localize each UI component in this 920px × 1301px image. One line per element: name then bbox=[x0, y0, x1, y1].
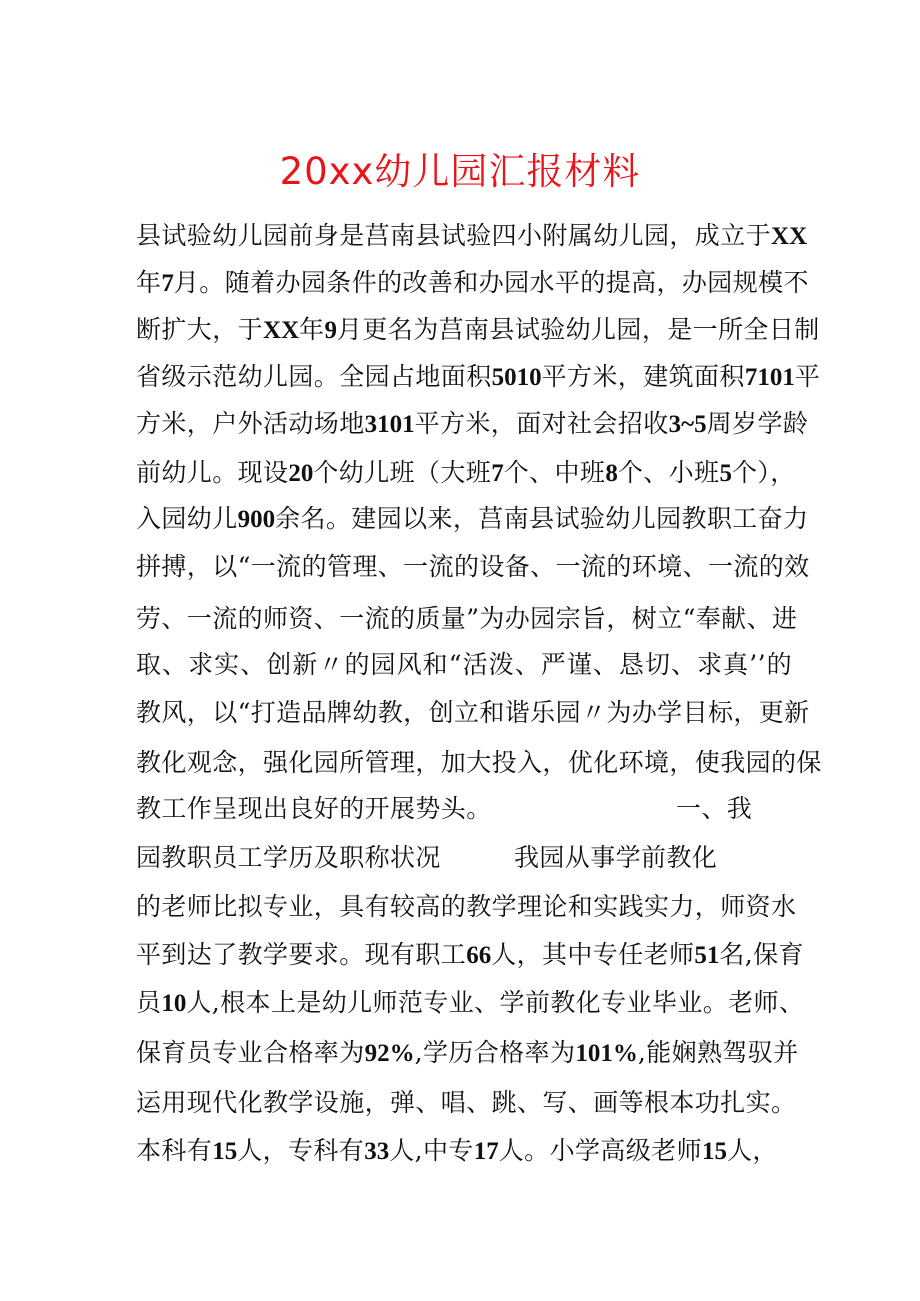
bold-figure: 15 bbox=[212, 1138, 238, 1165]
body-line: 教工作呈现出良好的开展势头。 bbox=[136, 794, 492, 823]
body-line: 入园幼儿900余名。建园以来，莒南县试验幼儿园教职工奋力 bbox=[136, 504, 809, 533]
bold-figure: 5010 bbox=[491, 364, 542, 391]
bold-figure: 7 bbox=[491, 460, 504, 487]
body-line: 前幼儿。现设20个幼儿班（大班7个、中班8个、小班5个）， bbox=[136, 458, 796, 487]
bold-figure: 51 bbox=[694, 942, 720, 969]
bold-figure: XX bbox=[263, 317, 300, 344]
bold-figure: 10 bbox=[161, 990, 187, 1017]
bold-figure: 3101 bbox=[364, 411, 415, 438]
section-heading-part: 一、我 bbox=[676, 794, 753, 823]
bold-figure: 3~5 bbox=[668, 411, 707, 438]
bold-figure: 7101 bbox=[744, 364, 795, 391]
bold-figure: 900 bbox=[237, 506, 276, 533]
bold-figure: 15 bbox=[701, 1138, 727, 1165]
bold-figure: 92% bbox=[364, 1040, 415, 1067]
body-line: 教风，以“打造品牌幼教，创立和谐乐园〃为办学目标，更新 bbox=[136, 698, 810, 727]
bold-figure: 17 bbox=[473, 1138, 499, 1165]
body-line: 运用现代化教学设施，弹、唱、跳、写、画等根本功扎实。 bbox=[136, 1088, 797, 1117]
bold-figure: XX bbox=[771, 223, 808, 250]
bold-figure: 9 bbox=[324, 317, 338, 344]
bold-figure: 20 bbox=[288, 460, 314, 487]
body-line: 劳、一流的师资、一流的质量”为办园宗旨，树立“奉献、进 bbox=[136, 604, 798, 633]
body-line: 我园从事学前教化 bbox=[514, 843, 718, 872]
bold-figure: 8 bbox=[605, 460, 618, 487]
body-line: 本科有15人，专科有33人,中专17人。小学高级老师15人， bbox=[136, 1136, 778, 1165]
bold-figure: 101% bbox=[575, 1040, 638, 1067]
bold-figure: 5 bbox=[719, 460, 732, 487]
body-line: 省级示范幼儿园。全园占地面积5010平方米，建筑面积7101平 bbox=[136, 362, 821, 391]
body-line: 县试验幼儿园前身是莒南县试验四小附属幼儿园，成立于XX bbox=[136, 221, 808, 250]
body-line: 拼搏，以“一流的管理、一流的设备、一流的环境、一流的效 bbox=[136, 552, 810, 581]
body-line: 取、求实、创新〃的园风和“活泼、严谨、恳切、求真’’的 bbox=[136, 650, 792, 679]
section-heading: 园教职员工学历及职称状况 bbox=[136, 843, 441, 872]
body-line: 年7月。随着办园条件的改善和办园水平的提高，办园规模不 bbox=[136, 268, 809, 297]
body-line: 保育员专业合格率为92%,学历合格率为101%,能娴熟驾驭并 bbox=[136, 1038, 799, 1067]
document-title: 20xx幼儿园汇报材料 bbox=[279, 150, 641, 193]
body-line: 方米，户外活动场地3101平方米，面对社会招收3~5周岁学龄 bbox=[136, 409, 809, 438]
bold-figure: 66 bbox=[466, 942, 492, 969]
body-line: 员10人,根本上是幼儿师范专业、学前教化专业毕业。老师、 bbox=[136, 988, 805, 1017]
body-line: 的老师比拟专业，具有较高的教学理论和实践实力，师资水 bbox=[136, 892, 797, 921]
body-line: 断扩大，于XX年9月更名为莒南县试验幼儿园，是一所全日制 bbox=[136, 315, 820, 344]
body-line: 平到达了教学要求。现有职工66人，其中专任老师51名,保育 bbox=[136, 940, 804, 969]
bold-figure: 33 bbox=[364, 1138, 390, 1165]
body-line: 教化观念，强化园所管理，加大投入，优化环境，使我园的保 bbox=[136, 748, 822, 777]
bold-figure: 7 bbox=[161, 270, 174, 297]
